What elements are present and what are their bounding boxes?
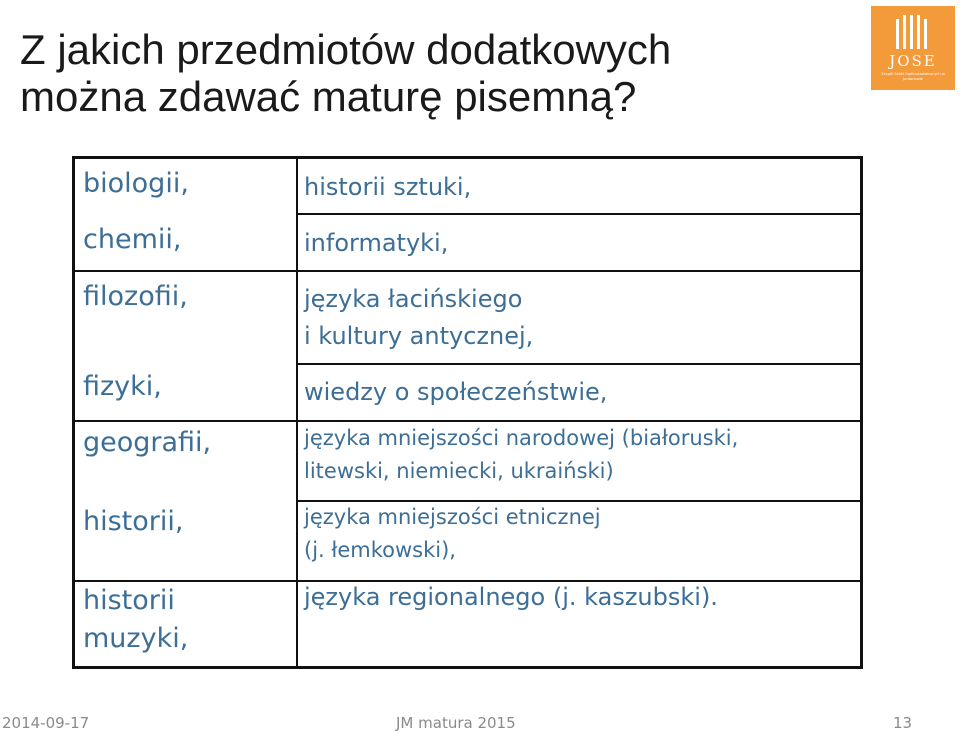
columns-icon — [894, 15, 932, 49]
slide-title-line-1: Z jakich przedmiotów dodatkowych — [20, 26, 672, 73]
subject-chemistry: chemii, — [83, 224, 182, 255]
logo-brand: JOSE — [889, 52, 937, 70]
footer-center: JM matura 2015 — [396, 714, 516, 732]
subject-latin-line-1: języka łacińskiego — [304, 285, 523, 313]
subject-regional-language: języka regionalnego (j. kaszubski). — [304, 583, 718, 611]
subject-ethnic-minority-line-1: języka mniejszości etnicznej — [304, 505, 601, 529]
subject-ethnic-minority-line-2: (j. łemkowski), — [304, 538, 456, 562]
logo-subtitle: Zespół Szkół Ogólnokształcących w Jordanowie — [881, 72, 945, 81]
subject-biology: biologii, — [83, 168, 189, 199]
page-number: 13 — [893, 714, 913, 732]
subject-music-history-line-1: historii — [83, 585, 175, 616]
subject-philosophy: filozofii, — [83, 281, 188, 312]
subject-social-studies: wiedzy o społeczeństwie, — [304, 378, 608, 406]
subject-national-minority-line-2: litewski, niemiecki, ukraiński) — [304, 459, 614, 483]
subject-latin-line-2: i kultury antycznej, — [304, 322, 534, 350]
subject-geography: geografii, — [83, 427, 212, 458]
subject-physics: fizyki, — [83, 371, 162, 402]
footer-date: 2014-09-17 — [2, 714, 90, 732]
subject-national-minority-line-1: języka mniejszości narodowej (białoruski, — [304, 426, 739, 450]
school-logo — [871, 6, 955, 90]
subject-informatics: informatyki, — [304, 229, 449, 257]
subject-art-history: historii sztuki, — [304, 173, 472, 201]
slide-title-line-2: można zdawać maturę pisemną? — [20, 73, 637, 120]
slide-title — [20, 26, 840, 120]
subject-history: historii, — [83, 506, 184, 537]
subject-music-history-line-2: muzyki, — [83, 623, 189, 654]
